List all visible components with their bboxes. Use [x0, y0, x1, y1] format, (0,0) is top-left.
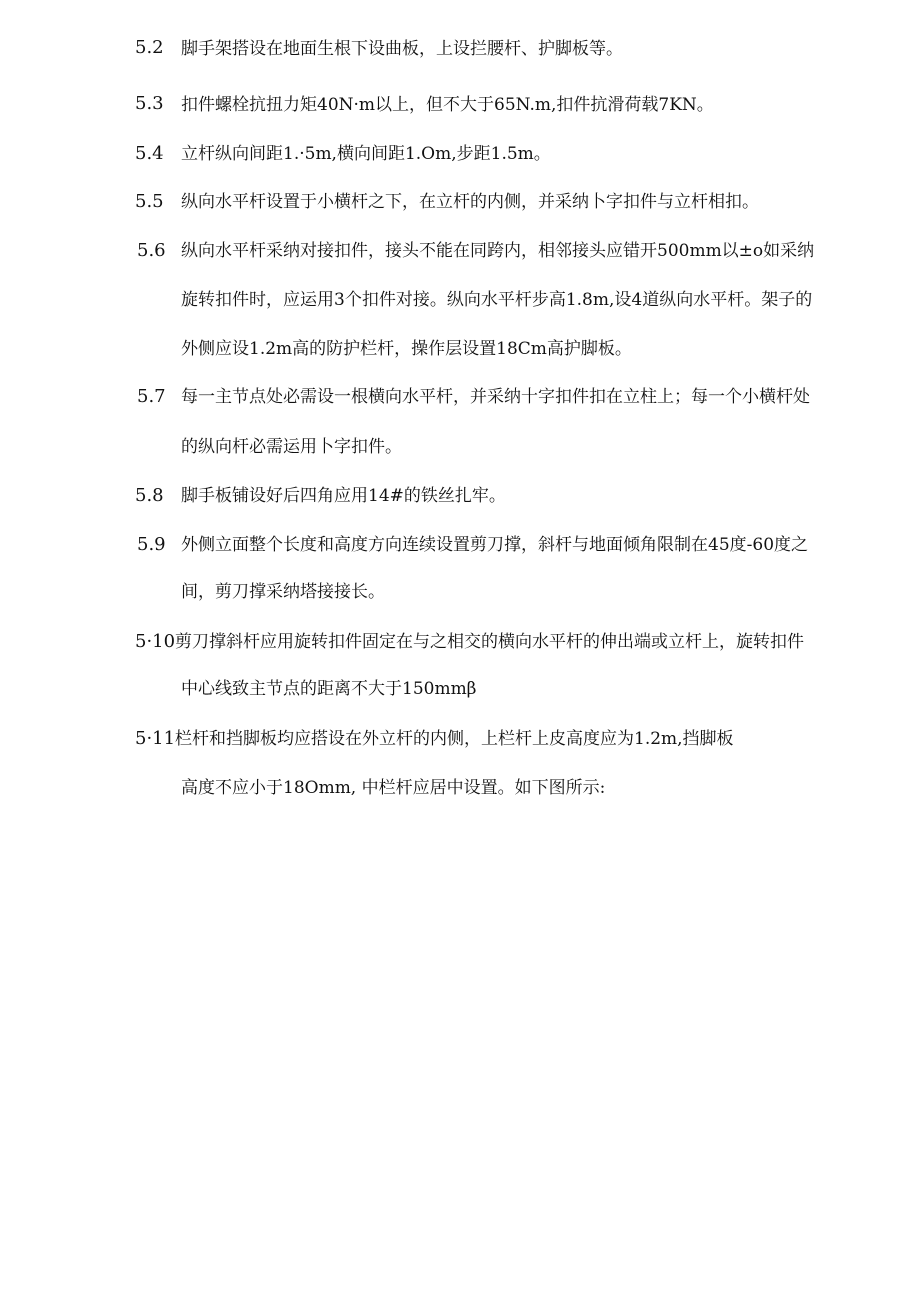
clause-text-line: 每一主节点处必需设一根横向水平杆，并采纳十字扣件扣在立柱上；每一个小横杆处: [181, 387, 810, 407]
clause-text-line: 脚手板铺设好后四角应用14#的铁丝扎牢。: [181, 486, 506, 506]
clause-text-line: 的纵向杆必需运用卜字扣件。: [181, 437, 402, 457]
clause-number: 5.8: [135, 485, 164, 506]
clause-number: 5·10: [135, 631, 176, 652]
clause-number: 5.3: [135, 93, 164, 114]
clause-text-line: 扣件螺栓抗扭力矩40N·m以上，但不大于65N.m,扣件抗滑荷载7KN。: [181, 95, 714, 115]
clause-text-line: 脚手架搭设在地面生根下设曲板，上设拦腰杆、护脚板等。: [181, 39, 623, 59]
clause-text-line: 高度不应小于18Omm, 中栏杆应居中设置。如下图所示:: [181, 778, 606, 798]
clause-text-line: 纵向水平杆采纳对接扣件，接头不能在同跨内，相邻接头应错开500mm以±o如采纳: [181, 241, 815, 261]
clause-text-line: 旋转扣件时，应运用3个扣件对接。纵向水平杆步高1.8m,设4道纵向水平杆。架子的: [181, 290, 813, 310]
clause-number: 5.2: [135, 37, 164, 58]
clause-text-line: 外侧应设1.2m高的防护栏杆，操作层设置18Cm高护脚板。: [181, 339, 632, 359]
clause-text-line: 剪刀撑斜杆应用旋转扣件固定在与之相交的横向水平杆的伸出端或立杆上，旋转扣件: [175, 632, 804, 652]
clause-text-line: 中心线致主节点的距离不大于150mmβ: [181, 679, 477, 699]
clause-number: 5·11: [135, 728, 176, 749]
clause-text-line: 纵向水平杆设置于小横杆之下，在立杆的内侧，并采纳卜字扣件与立杆相扣。: [181, 192, 759, 212]
clause-number: 5.9: [137, 534, 166, 555]
clause-number: 5.6: [137, 240, 166, 261]
clause-number: 5.7: [137, 386, 166, 407]
clause-text-line: 栏杆和挡脚板均应搭设在外立杆的内侧，上栏杆上皮高度应为1.2m,挡脚板: [175, 729, 734, 749]
clause-number: 5.5: [135, 191, 164, 212]
clause-text-line: 外侧立面整个长度和高度方向连续设置剪刀撑，斜杆与地面倾角限制在45度-60度之: [181, 535, 809, 555]
clause-text-line: 间，剪刀撑采纳塔接接长。: [181, 582, 385, 602]
clause-number: 5.4: [135, 143, 164, 164]
clause-text-line: 立杆纵向间距1.·5m,横向间距1.Om,步距1.5m。: [181, 144, 551, 164]
